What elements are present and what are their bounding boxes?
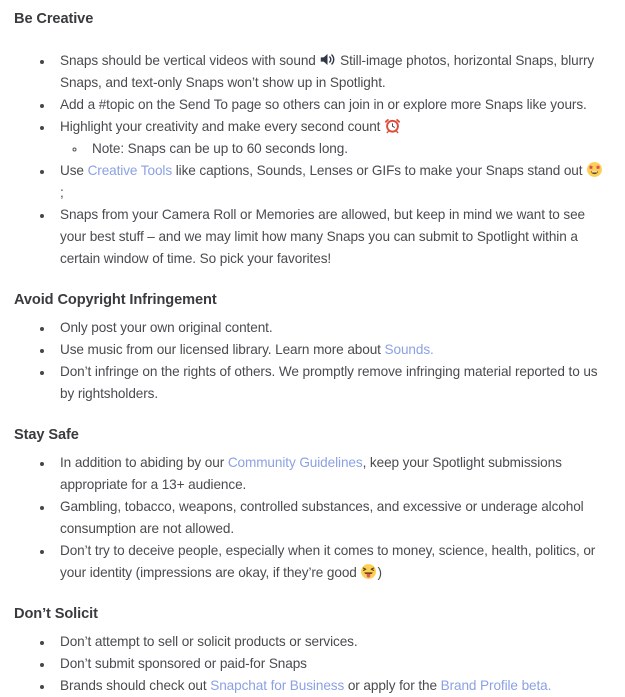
text-segment: Still-image photos, horizontal Snaps, blurry Snaps, and text-only Snaps won’t show up in Spotlight. <box>60 53 595 90</box>
list-item <box>54 116 605 160</box>
list-item <box>54 317 605 339</box>
bullet-list <box>14 50 605 270</box>
section-heading: Stay Safe <box>14 427 79 443</box>
squinting-face-with-tongue-icon <box>360 563 377 580</box>
list-item <box>54 675 605 697</box>
list-item <box>54 361 605 405</box>
sub-bullet-list <box>60 138 605 160</box>
list-item <box>54 452 605 496</box>
text-segment: Brands should check out <box>60 678 211 693</box>
text-segment: Don’t infringe on the rights of others. We promptly remove infringing material reported to us by rightsholders. <box>60 364 598 401</box>
star-struck-icon <box>586 161 603 178</box>
text-segment: Gambling, tobacco, weapons, controlled substances, and excessive or underage alcohol consumption are not allowed. <box>60 499 584 536</box>
list-item <box>54 653 605 675</box>
section-heading: Avoid Copyright Infringement <box>14 292 217 308</box>
section-heading: Be Creative <box>14 11 94 27</box>
list-item <box>54 204 605 270</box>
sub-list-item <box>86 138 605 160</box>
text-segment: Use music from our licensed library. Learn more about <box>60 342 385 357</box>
text-segment: Use <box>60 163 88 178</box>
text-segment: ; <box>60 185 64 200</box>
section-heading: Don’t Solicit <box>14 606 98 622</box>
link-creative-tools[interactable]: Creative Tools <box>87 163 173 178</box>
section-don-t-solicit <box>14 605 605 697</box>
list-item <box>54 540 605 584</box>
link-brand-profile-beta[interactable]: Brand Profile beta. <box>440 678 552 693</box>
text-segment: Highlight your creativity and make every second count <box>60 119 385 134</box>
text-segment: or apply for the <box>344 678 441 693</box>
speaker-high-volume-icon <box>319 51 336 68</box>
alarm-clock-icon <box>384 117 401 134</box>
link-snapchat-for-business[interactable]: Snapchat for Business <box>210 678 345 693</box>
text-segment: Don’t submit sponsored or paid-for Snaps <box>60 656 307 671</box>
link-community-guidelines[interactable]: Community Guidelines <box>227 455 363 470</box>
text-segment: , keep your Spotlight submissions appropriate for a 13+ audience. <box>60 455 562 492</box>
text-segment: Don’t try to deceive people, especially when it comes to money, science, health, politics, or your identity (impressions are okay, if they’re good <box>60 543 596 580</box>
bullet-list <box>14 317 605 405</box>
list-item <box>54 496 605 540</box>
list-item <box>54 160 605 204</box>
section-avoid-copyright-infringement <box>14 291 605 405</box>
text-segment: Only post your own original content. <box>60 320 273 335</box>
text-segment: like captions, Sounds, Lenses or GIFs to make your Snaps stand out <box>172 163 587 178</box>
section-stay-safe <box>14 426 605 584</box>
text-segment: Don’t attempt to sell or solicit products or services. <box>60 634 358 649</box>
text-segment: Snaps from your Camera Roll or Memories are allowed, but keep in mind we want to see your best stuff – and we may limit how many Snaps you can submit to Spotlight within a certain window of time. So pick your favorites! <box>60 207 586 266</box>
text-segment: Add a #topic on the Send To page so others can join in or explore more Snaps like yours. <box>60 97 587 112</box>
list-item <box>54 50 605 94</box>
bullet-list <box>14 631 605 697</box>
list-item <box>54 339 605 361</box>
bullet-list <box>14 452 605 584</box>
link-sounds[interactable]: Sounds. <box>384 342 434 357</box>
section-be-creative <box>14 10 605 270</box>
list-item <box>54 94 605 116</box>
text-segment: ) <box>377 565 382 580</box>
text-segment: Snaps should be vertical videos with sound <box>60 53 320 68</box>
text-segment: Note: Snaps can be up to 60 seconds long. <box>92 141 348 156</box>
text-segment: In addition to abiding by our <box>60 455 228 470</box>
list-item <box>54 631 605 653</box>
